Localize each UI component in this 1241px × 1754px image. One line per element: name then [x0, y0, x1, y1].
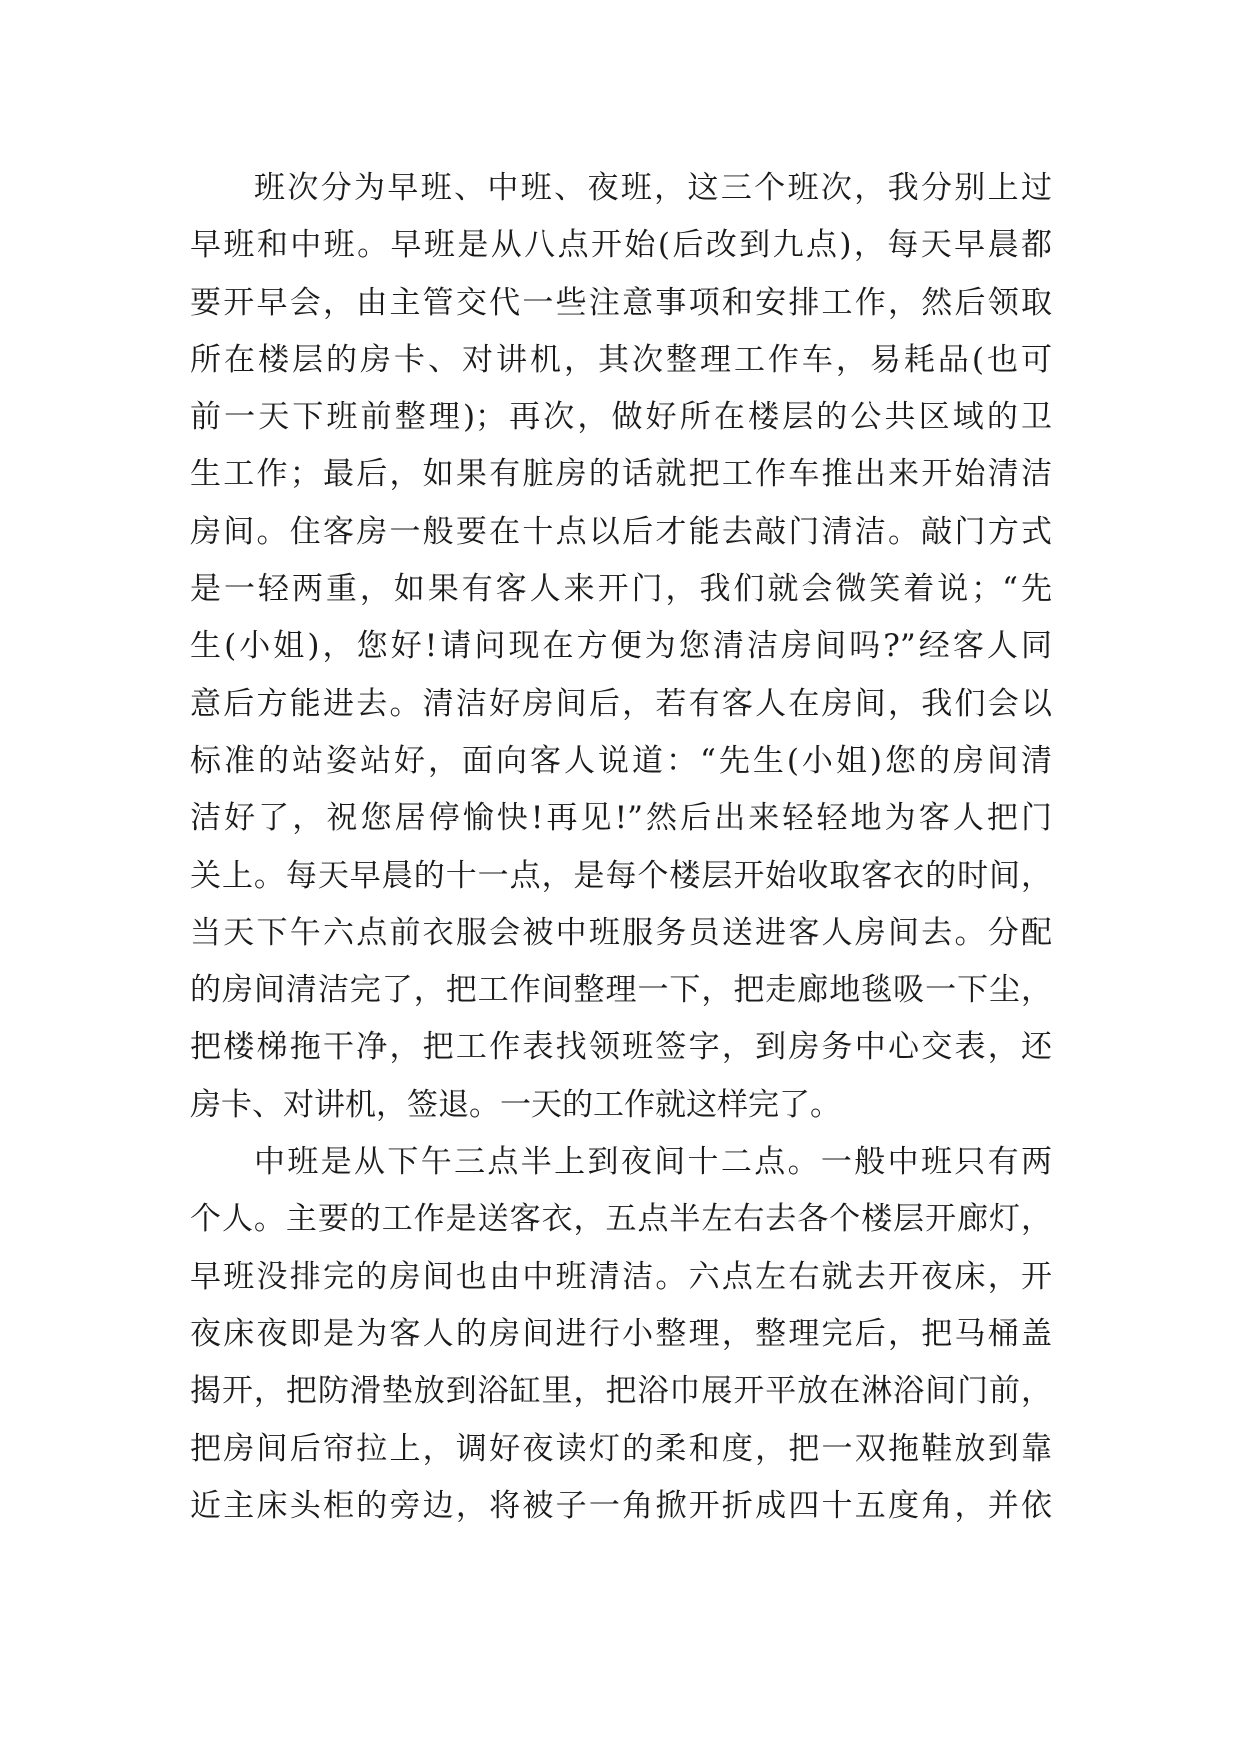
text-line: 洁好了，祝您居停愉快!再见!”然后出来轻轻地为客人把门	[190, 800, 1052, 837]
body-text	[190, 160, 1052, 1535]
text-line: 生(小姐)，您好!请问现在方便为您清洁房间吗?”经客人同	[190, 628, 1052, 665]
text-line: 个人。主要的工作是送客衣，五点半左右去各个楼层开廊灯，	[190, 1201, 1052, 1238]
text-line: 标准的站姿站好，面向客人说道：“先生(小姐)您的房间清	[190, 742, 1052, 779]
text-line: 把楼梯拖干净，把工作表找领班签字，到房务中心交表，还	[190, 1029, 1052, 1066]
text-line: 前一天下班前整理)；再次，做好所在楼层的公共区域的卫	[190, 399, 1052, 436]
paragraph-2	[190, 1134, 1052, 1535]
text-line: 生工作；最后，如果有脏房的话就把工作车推出来开始清洁	[190, 456, 1052, 493]
text-line: 的房间清洁完了，把工作间整理一下，把走廊地毯吸一下尘，	[190, 972, 1052, 1009]
text-line: 要开早会，由主管交代一些注意事项和安排工作，然后领取	[190, 284, 1052, 321]
text-line: 意后方能进去。清洁好房间后，若有客人在房间，我们会以	[190, 685, 1052, 722]
text-line: 是一轻两重，如果有客人来开门，我们就会微笑着说；“先	[190, 571, 1052, 608]
text-line: 中班是从下午三点半上到夜间十二点。一般中班只有两	[254, 1144, 1052, 1181]
text-line: 早班和中班。早班是从八点开始(后改到九点)，每天早晨都	[190, 227, 1052, 264]
paragraph-1	[190, 160, 1052, 1134]
text-line: 关上。每天早晨的十一点，是每个楼层开始收取客衣的时间，	[190, 857, 1052, 894]
text-line: 夜床夜即是为客人的房间进行小整理，整理完后，把马桶盖	[190, 1315, 1052, 1352]
text-line: 所在楼层的房卡、对讲机，其次整理工作车，易耗品(也可	[190, 341, 1052, 378]
text-line: 房间。住客房一般要在十点以后才能去敲门清洁。敲门方式	[190, 513, 1052, 550]
text-line: 班次分为早班、中班、夜班，这三个班次，我分别上过	[254, 170, 1052, 206]
text-line: 房卡、对讲机，签退。一天的工作就这样完了。	[190, 1086, 841, 1123]
text-line: 早班没排完的房间也由中班清洁。六点左右就去开夜床，开	[190, 1258, 1052, 1295]
text-line: 当天下午六点前衣服会被中班服务员送进客人房间去。分配	[190, 914, 1052, 951]
text-line: 近主床头柜的旁边，将被子一角掀开折成四十五度角，并依	[190, 1487, 1052, 1524]
text-line: 揭开，把防滑垫放到浴缸里，把浴巾展开平放在淋浴间门前，	[190, 1373, 1052, 1410]
text-line: 把房间后帘拉上，调好夜读灯的柔和度，把一双拖鞋放到靠	[190, 1430, 1052, 1467]
